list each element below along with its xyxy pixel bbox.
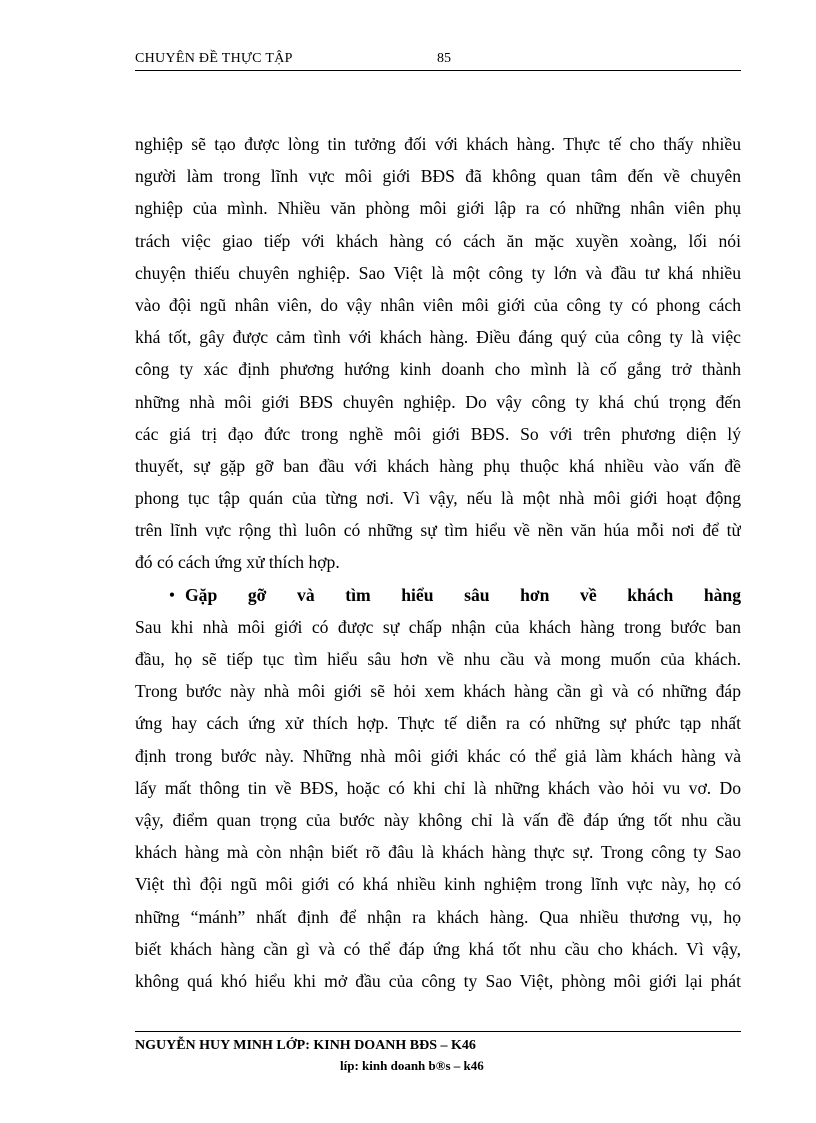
bullet-heading [135, 579, 741, 611]
page-header [135, 50, 741, 71]
text-line: định trong bước này. Những nhà môi giới khác có thể giả làm khách hàng và [135, 745, 741, 766]
text-line: biết khách hàng cần gì và có thể đáp ứng khá tốt nhu cầu cho khách. Vì vậy, [135, 938, 741, 959]
text-line: trên lĩnh vực rộng thì luôn có những sự tìm hiểu về nền văn húa mỗi nơi để từ [135, 520, 741, 541]
text-line: phong tục tập quán của từng nơi. Vì vậy, nếu là một nhà môi giới hoạt động [135, 488, 741, 509]
text-line: nghiệp của mình. Nhiều văn phòng môi giới lập ra có những nhân viên phụ [135, 198, 741, 219]
text-line: chuyện thiếu chuyên nghiệp. Sao Việt là một công ty lớn và đầu tư khá nhiều [135, 262, 741, 283]
text-line: nghiệp sẽ tạo được lòng tin tưởng đối với khách hàng. Thực tế cho thấy nhiều [135, 134, 741, 154]
header-title: CHUYÊN ĐỀ THỰC TẬP [135, 51, 293, 66]
text-line: đầu, họ sẽ tiếp tục tìm hiểu sâu hơn về nhu cầu và mong muốn của khách. [135, 649, 741, 669]
text-line: trách việc giao tiếp với khách hàng có cách ăn mặc xuyền xoàng, lối nói [135, 230, 741, 251]
text-line: Trong bước này nhà môi giới sẽ hỏi xem khách hàng cần gì và có những đáp [135, 681, 741, 702]
text-line: vậy, điểm quan trọng của bước này không chỉ là vấn đề đáp ứng tốt nhu cầu [135, 809, 741, 830]
text-line: khá tốt, gây được cảm tình với khách hàng. Điều đáng quý của công ty là việc [135, 327, 741, 348]
paragraph-2 [135, 611, 741, 997]
text-line: lấy mất thông tin về BĐS, hoặc có khi chỉ là những khách vào hỏi vu vơ. Do [135, 777, 741, 798]
text-line: thuyết, sự gặp gỡ ban đầu với khách hàng phụ thuộc khá nhiều vào vấn đề [135, 455, 741, 476]
bullet-heading-text: Gặp gỡ và tìm hiểu sâu hơn về khách hàng [185, 584, 741, 605]
text-line: đó có cách ứng xử thích hợp. [135, 552, 340, 573]
footer-divider [135, 1031, 741, 1032]
text-line: ứng hay cách ứng xử thích hợp. Thực tế diễn ra có những sự phức tạp nhất [135, 713, 741, 734]
text-line: các giá trị đạo đức trong nghề môi giới BĐS. So với trên phương diện lý [135, 423, 741, 444]
text-line: vào đội ngũ nhân viên, do vậy nhân viên môi giới của công ty có phong cách [135, 294, 741, 315]
text-line: những nhà môi giới BĐS chuyên nghiệp. Do vậy công ty khá chú trọng đến [135, 391, 741, 412]
paragraph-1 [135, 128, 741, 579]
text-line: khách hàng mà còn nhận biết rõ đâu là khách hàng thực sự. Trong công ty Sao [135, 842, 741, 863]
text-line: người làm trong lĩnh vực môi giới BĐS đã không quan tâm đến về chuyên [135, 166, 741, 187]
text-line: công ty xác định phương hướng kinh doanh cho mình là cố gắng trở thành [135, 359, 741, 380]
text-line: không quá khó hiểu khi mở đầu của công ty Sao Việt, phòng môi giới lại phát [135, 970, 741, 991]
page-number: 85 [437, 51, 451, 66]
footer-class: líp: kinh doanh b®s – k46 [340, 1058, 484, 1073]
bullet-icon: • [168, 584, 175, 605]
footer-author: NGUYỄN HUY MINH LỚP: KINH DOANH BĐS – K46 [135, 1038, 476, 1053]
text-line: những “mánh” nhất định để nhận ra khách hàng. Qua nhiều thương vụ, họ [135, 906, 741, 927]
text-line: Sau khi nhà môi giới có được sự chấp nhận của khách hàng trong bước ban [135, 616, 741, 637]
document-body [135, 128, 741, 997]
text-line: Việt thì đội ngũ môi giới có khá nhiều kinh nghiệm trong lĩnh vực này, họ có [135, 874, 741, 895]
